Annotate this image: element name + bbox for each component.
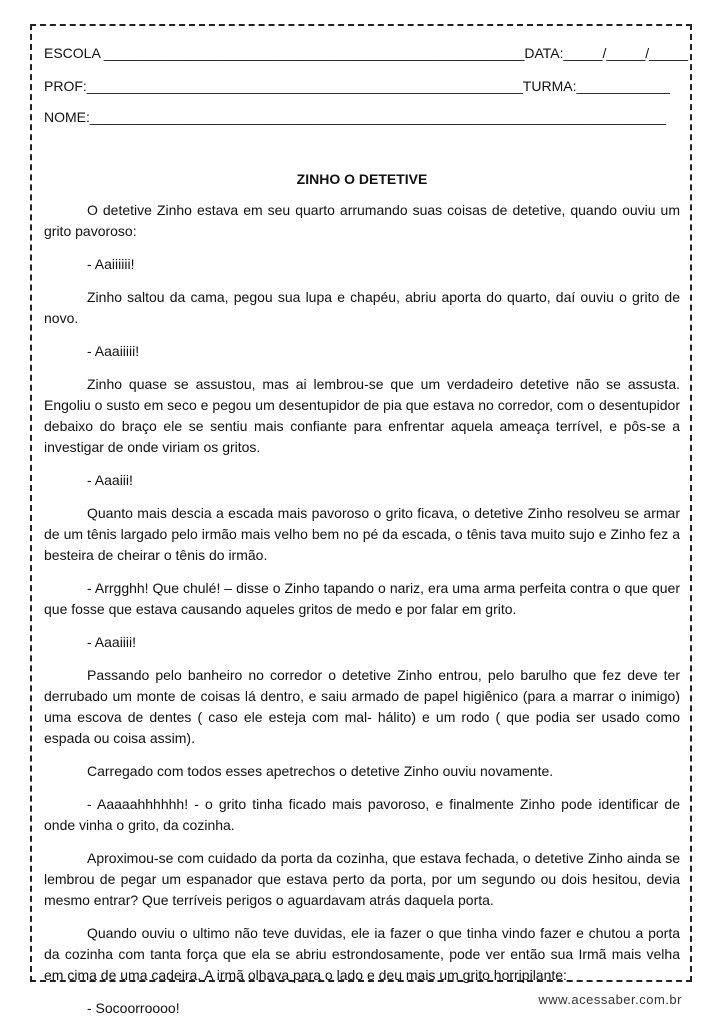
story-paragraph: Zinho quase se assustou, mas ai lembrou-se que um verdadeiro detetive não se assusta. Engoliu o susto em seco e pegou um desentupidor de pia que estava no corredor, com o desentupidor debaixo do braço ele se sentiu mais confiante para enfrentar aquela ameaça terrível, e pôs-se a investigar de onde viriam os gritos. — [44, 376, 680, 455]
teacher-class-line: PROF:________________________________________________________TURMA:____________ — [44, 78, 670, 94]
website-footer: www.acessaber.com.br — [538, 992, 682, 1007]
story-paragraph: - Aaaaahhhhhh! - o grito tinha ficado mais pavoroso, e finalmente Zinho pode identificar de onde vinha o grito, da cozinha. — [44, 796, 680, 833]
story-paragraph: O detetive Zinho estava em seu quarto arrumando suas coisas de detetive, quando ouviu um grito pavoroso: — [44, 202, 680, 239]
story-paragraph: - Aaaiii! — [87, 472, 133, 488]
story-paragraph: - Aaiiiiii! — [87, 256, 135, 272]
school-date-line: ESCOLA ______________________________________________________DATA:_____/_____/_____ — [44, 45, 689, 61]
story-paragraph: Quanto mais descia a escada mais pavoroso o grito ficava, o detetive Zinho resolveu se armar de um tênis largado pelo irmão mais velho bem no pé da escada, o tênis tava muito sujo e Zinho fez a besteira de cheirar o tênis do irmão. — [44, 505, 680, 563]
story-paragraph: - Arrgghh! Que chulé! – disse o Zinho tapando o nariz, era uma arma perfeita contra o que quer que fosse que estava causando aqueles gritos de medo e por falar em grito. — [44, 580, 680, 617]
story-body — [44, 200, 680, 1031]
story-title: ZINHO O DETETIVE — [296, 171, 428, 187]
student-name-line: NOME:__________________________________________________________________________ — [44, 109, 667, 125]
story-paragraph: Carregado com todos esses apetrechos o detetive Zinho ouviu novamente. — [87, 763, 554, 779]
story-paragraph: - Socoorroooo! — [87, 1000, 180, 1016]
story-paragraph: Passando pelo banheiro no corredor o detetive Zinho entrou, pelo barulho que fez deve ter derrubado um monte de coisas lá dentro, e saiu armado de papel higiênico (para a marrar o inimigo) uma escova de dentes ( caso ele esteja com mal- hálito) e um rodo ( que podia ser usado como espada ou coisa assim). — [44, 667, 680, 746]
story-paragraph: - Aaaiiiii! — [87, 343, 140, 359]
story-paragraph: Aproximou-se com cuidado da porta da cozinha, que estava fechada, o detetive Zinho ainda se lembrou de pegar um espanador que estava perto da porta, por um segundo ou dois hesitou, devia mesmo entrar? Que terríveis perigos o aguardavam atrás daquela porta. — [44, 850, 680, 908]
story-paragraph: Zinho saltou da cama, pegou sua lupa e chapéu, abriu aporta do quarto, daí ouviu o grito de novo. — [44, 289, 680, 326]
story-paragraph: Quando ouviu o ultimo não teve duvidas, ele ia fazer o que tinha vindo fazer e chutou a porta da cozinha com tanta força que ela se abriu estrondosamente, pode ver então sua Irmã mais velha em cima de uma cadeira. A irmã olhava para o lado e deu mais um grito horripilante: — [44, 925, 680, 983]
story-paragraph: - Aaaiiii! — [87, 634, 137, 650]
